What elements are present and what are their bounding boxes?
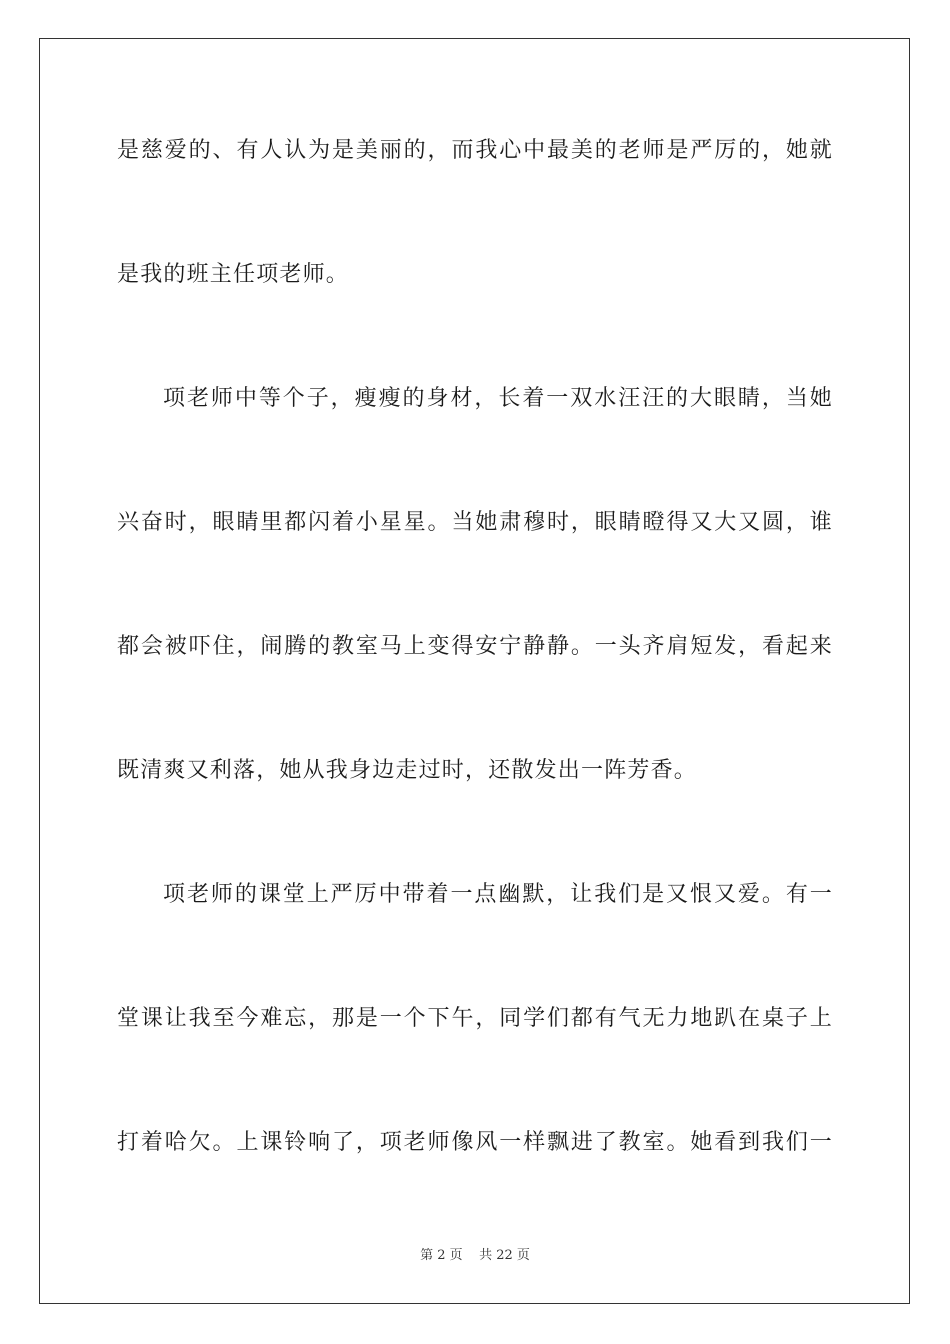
paragraph-1-line-1: 是慈爱的、有人认为是美丽的，而我心中最美的老师是严厉的，她就: [117, 138, 833, 163]
paragraph-2-line-1: 项老师中等个子，瘦瘦的身材，长着一双水汪汪的大眼睛，当她: [163, 386, 833, 411]
paragraph-3-line-1: 项老师的课堂上严厉中带着一点幽默，让我们是又恨又爱。有一: [163, 882, 833, 907]
paragraph-2-line-2: 兴奋时，眼睛里都闪着小星星。当她肃穆时，眼睛瞪得又大又圆，谁: [117, 510, 833, 535]
paragraph-2-line-4: 既清爽又利落，她从我身边走过时，还散发出一阵芳香。: [117, 758, 698, 783]
paragraph-3-line-2: 堂课让我至今难忘，那是一个下午，同学们都有气无力地趴在桌子上: [117, 1006, 833, 1031]
paragraph-2-line-3: 都会被吓住，闹腾的教室马上变得安宁静静。一头齐肩短发，看起来: [117, 634, 833, 659]
paragraph-1-line-2: 是我的班主任项老师。: [117, 262, 350, 287]
page-border: [39, 38, 910, 1304]
page-number-footer: 第 2 页 共 22 页: [420, 1248, 530, 1263]
paragraph-3-line-3: 打着哈欠。上课铃响了，项老师像风一样飘进了教室。她看到我们一: [117, 1130, 833, 1155]
